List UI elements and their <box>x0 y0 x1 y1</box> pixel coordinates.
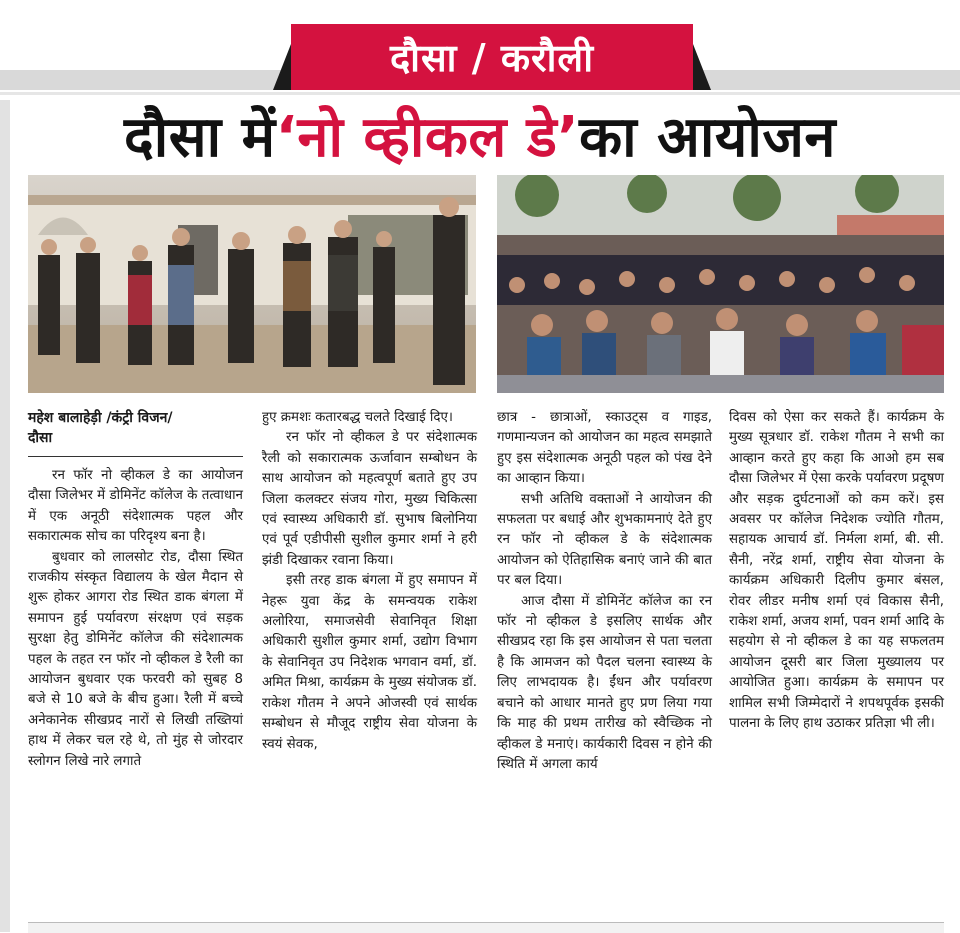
headline-before: दौसा में <box>124 105 276 170</box>
byline-author: महेश बालाहेड़ी /कंट्री विजन/ <box>28 410 173 426</box>
header-band-rule <box>0 92 960 95</box>
section-tab-left-wing <box>273 44 291 90</box>
article-paragraph: दिवस को ऐसा कर सकते हैं। कार्यक्रम के मुख्य सूत्रधार डॉ. राकेश गौतम ने सभी का आव्हान करते हुए कहा कि आओ हम सब दौसा जिलेभर में ऐसा करके पर्यावरण प्रदूषण और सड़क दुर्घटनाओं को कम करें। इस अवसर पर कॉलेज निदेशक ज्योति गौतम, सहायक आचार्य डॉ. निर्मला शर्मा, बी. सी. सैनी, नरेंद्र शर्मा, राष्ट्रीय सेवा योजना के कार्यक्रम अधिकारी दिलीप कुमार बंसल, रोवर लीडर मनीष शर्मा एवं विकास सैनी, राकेश शर्मा, अजय शर्मा, पवन शर्मा आदि के सहयोग से नो व्हीकल डे का यह सफलतम आयोजन दूसरी बार जिला मुख्यालय पर आयोजित हुआ। कार्यक्रम के समापन पर शामिल सभी जिम्मेदारों ने शपथपूर्वक इसकी पालना के लिए हाथ उठाकर प्रतिज्ञा भी ली। <box>729 410 944 732</box>
article-paragraph: आज दौसा में डोमिनेंट कॉलेज का रन फॉर नो व्हीकल डे इसलिए सार्थक और सीखप्रद रहा कि इस आयोजन से पता चलता है कि आमजन को पैदल चलना स्वास्थ्य के लिए लाभदायक है। ईंधन और पर्यावरण बचाने को आधार मानते हुए प्रण लिया गया कि माह की प्रथम तारीख को स्वैच्छिक नो व्हीकल डे मनाएं। कार्यकारी दिवस न होने की स्थिति में अगला कार्य <box>497 593 712 772</box>
page-edge-strip <box>0 100 10 932</box>
section-tab <box>273 24 711 90</box>
article-column-3 <box>497 408 712 775</box>
headline <box>0 100 960 170</box>
article-paragraph: रन फॉर नो व्हीकल डे का आयोजन दौसा जिलेभर में डोमिनेंट कॉलेज के तत्वाधान में एक अनूठी संदेशात्मक पहल और सकारात्मक सोच का परिदृश्य बना है। <box>28 468 243 545</box>
article-paragraph: छात्र - छात्राओं, स्काउट्स व गाइड, गणमान्यजन को आयोजन का महत्व समझाते हुए इस संदेशात्मक अनूठी पहल को पंख देने का आव्हान किया। <box>497 410 712 487</box>
byline-place: दौसा <box>28 430 53 446</box>
photo-dignitaries-illustration <box>28 175 476 393</box>
article-paragraph: रन फॉर नो व्हीकल डे पर संदेशात्मक रैली को सकारात्मक ऊर्जावान सम्बोधन के साथ आयोजन को महत्वपूर्ण बताते हुए उप जिला कलक्टर संजय गोरा, मुख्य चिकित्सा एवं स्वास्थ्य अधिकारी डॉ. सुभाष बिलोनिया एवं पूर्व एडीपीसी सुशील कुमार शर्मा ने हरी झंडी दिखाकर रवाना किया। <box>262 430 477 568</box>
article-paragraph: इसी तरह डाक बंगला में हुए समापन में नेहरू युवा केंद्र के समन्वयक राकेश अलोरिया, समाजसेवी सेवानिवृत शिक्षा अधिकारी सुशील कुमार शर्मा, उद्योग विभाग के सेवानिवृत उप निदेशक भगवान वर्मा, डॉ. अमित मिश्रा, कार्यक्रम के मुख्य संयोजक डॉ. राकेश गौतम ने अपने ओजस्वी एवं सार्थक सम्बोधन से मौजूद राष्ट्रीय सेवा योजना के स्वयं सेवक, <box>262 573 477 752</box>
byline <box>28 408 243 448</box>
footer-band <box>28 922 944 933</box>
photo-students-crowd-illustration <box>497 175 944 393</box>
photo-dignitaries <box>28 175 476 393</box>
section-tab-right-wing <box>693 44 711 90</box>
article-paragraph: हुए क्रमशः कतारबद्ध चलते दिखाई दिए। <box>262 410 453 425</box>
article-paragraph: सभी अतिथि वक्ताओं ने आयोजन की सफलता पर बधाई और शुभकामनाएं देते हुए रन फॉर नो व्हीकल डे के संदेशात्मक आयोजन को ऐतिहासिक बनाएं जाने की बात पर बल दिया। <box>497 491 712 589</box>
article-column-4 <box>729 408 944 735</box>
photo-students-crowd <box>497 175 944 393</box>
byline-rule <box>28 456 243 457</box>
headline-after: का आयोजन <box>579 105 836 170</box>
article-column-1 <box>28 466 243 772</box>
section-label: दौसा / करौली <box>291 24 693 90</box>
headline-accent: ‘नो व्हीकल डे’ <box>275 105 580 170</box>
article-column-2 <box>262 408 477 755</box>
article-paragraph: बुधवार को लालसोट रोड, दौसा स्थित राजकीय संस्कृत विद्यालय के खेल मैदान से शुरू होकर आगरा रोड स्थित डाक बंगला में समापन हुई पर्यावरण संरक्षण एवं सड़क सुरक्षा हेतु डोमिनेंट कॉलेज की संदेशात्मक पहल के तहत रन फॉर नो व्हीकल डे रैली का आयोजन बुधवार एक फरवरी को सुबह 8 बजे से 10 बजे के बीच हुआ। रैली में बच्चे अनेकानेक सीखप्रद नारों से लिखी तख्तियां हाथ में लेकर चल रहे थे, तो मुंह से जोरदार स्लोगन लिखे नारे लगाते <box>28 549 243 769</box>
